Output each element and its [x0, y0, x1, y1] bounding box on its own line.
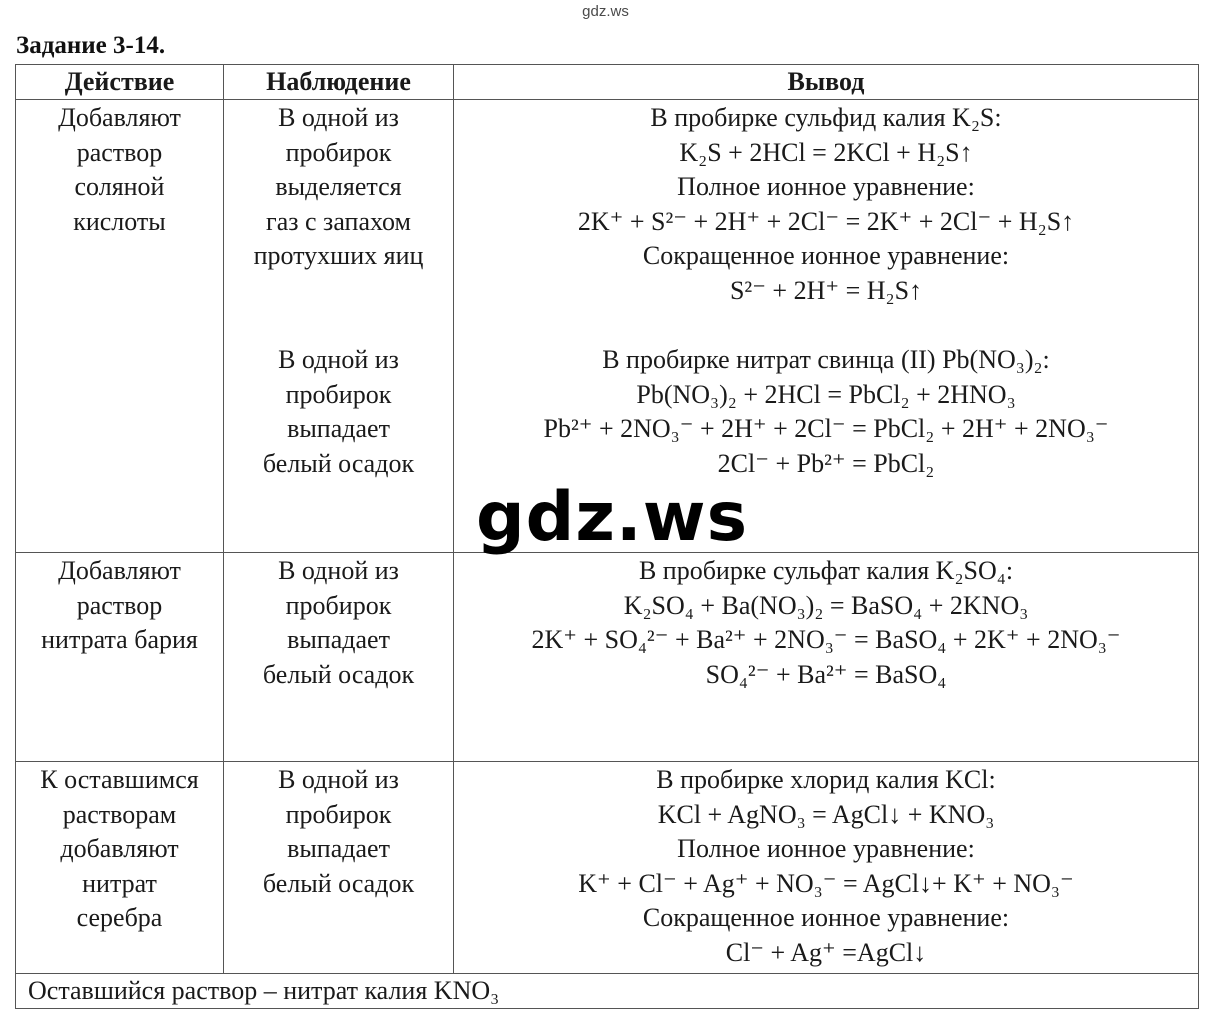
action-line: нитрата бария [41, 625, 198, 655]
observation-line: пробирок [285, 379, 392, 409]
conclusion-intro: В пробирке сульфат калия K₂SO₄: [638, 556, 1014, 585]
observation-line: выпадает [287, 625, 390, 655]
header-conclusion: Вывод [454, 65, 1199, 100]
observation-line: В одной из [278, 765, 399, 794]
action-line: Добавляют [58, 103, 181, 132]
table-header-row [16, 65, 1199, 100]
short-ionic-equation: S²⁻ + 2H⁺ = H₂S↑ [729, 275, 923, 305]
action-line: Добавляют [58, 556, 181, 585]
short-ionic-equation: SO₄²⁻ + Ba²⁺ = BaSO₄ [705, 659, 947, 689]
table-row [16, 553, 1199, 762]
observation-cell [224, 553, 454, 762]
molecular-equation: Pb(NO₃)₂ + 2HCl = PbCl₂ + 2HNO₃ [636, 379, 1016, 409]
header-action: Действие [16, 65, 224, 100]
watermark-logo: gdz.ws [476, 478, 749, 557]
action-cell [16, 553, 224, 762]
molecular-equation: KCl + AgNO₃ = AgCl↓ + KNO₃ [657, 799, 995, 829]
observation-line: белый осадок [262, 868, 415, 898]
observation-cell [224, 762, 454, 974]
observation-line: В одной из [278, 556, 399, 585]
molecular-equation: K₂S + 2HCl = 2KCl + H₂S↑ [679, 137, 973, 167]
observation-line: белый осадок [262, 448, 415, 478]
short-ionic-equation: Cl⁻ + Ag⁺ =AgCl↓ [725, 937, 927, 967]
observation-line: В одной из [278, 103, 399, 132]
action-line: нитрат [82, 868, 157, 898]
full-ionic-label: Полное ионное уравнение: [677, 834, 975, 864]
observation-line: пробирок [285, 590, 392, 620]
observation-cell [224, 100, 454, 553]
conclusion-cell [454, 553, 1199, 762]
action-line: раствор [76, 137, 163, 167]
action-line: добавляют [60, 834, 179, 864]
molecular-equation: K₂SO₄ + Ba(NO₃)₂ = BaSO₄ + 2KNO₃ [623, 590, 1029, 620]
header-observation: Наблюдение [224, 65, 454, 100]
short-ionic-label: Сокращенное ионное уравнение: [642, 903, 1010, 933]
full-ionic-equation: 2K⁺ + S²⁻ + 2H⁺ + 2Cl⁻ = 2K⁺ + 2Cl⁻ + H₂S↑ [577, 206, 1075, 236]
conclusion-intro: В пробирке сульфид калия K₂S: [650, 103, 1002, 132]
final-note-row [16, 974, 1199, 1009]
action-line: кислоты [73, 206, 166, 236]
action-cell [16, 762, 224, 974]
task-title: Задание 3-14. [16, 32, 166, 59]
full-ionic-equation: Pb²⁺ + 2NO₃⁻ + 2H⁺ + 2Cl⁻ = PbCl₂ + 2H⁺ + 2NO₃⁻ [543, 414, 1109, 444]
short-ionic-equation: 2Cl⁻ + Pb²⁺ = PbCl₂ [717, 448, 935, 478]
conclusion-cell [454, 762, 1199, 974]
observation-line: газ с запахом [266, 206, 411, 236]
observation-line: белый осадок [262, 659, 415, 689]
action-line: соляной [74, 172, 165, 202]
observation-line: пробирок [285, 137, 392, 167]
action-line: К оставшимся [40, 765, 199, 794]
observation-line: В одной из [278, 345, 399, 375]
observation-line: пробирок [285, 799, 392, 829]
action-line: раствор [76, 590, 163, 620]
action-cell [16, 100, 224, 553]
full-ionic-equation: 2K⁺ + SO₄²⁻ + Ba²⁺ + 2NO₃⁻ = BaSO₄ + 2K⁺ + 2NO₃⁻ [531, 625, 1121, 655]
short-ionic-label: Сокращенное ионное уравнение: [642, 241, 1010, 271]
conclusion-intro: В пробирке нитрат свинца (II) Pb(NO₃)₂: [602, 345, 1050, 375]
observation-line: протухших яиц [253, 241, 424, 271]
full-ionic-label: Полное ионное уравнение: [677, 172, 975, 202]
observation-line: выпадает [287, 414, 390, 444]
conclusion-intro: В пробирке хлорид калия KCl: [656, 765, 996, 794]
table-row [16, 762, 1199, 974]
action-line: серебра [76, 903, 163, 933]
observation-line: выпадает [287, 834, 390, 864]
action-line: растворам [62, 799, 177, 829]
final-note: Оставшийся раствор – нитрат калия KNO₃ [16, 974, 1199, 1009]
site-watermark: gdz.ws [582, 3, 629, 20]
full-ionic-equation: K⁺ + Cl⁻ + Ag⁺ + NO₃⁻ = AgCl↓+ K⁺ + NO₃⁻ [578, 868, 1074, 898]
observation-line: выделяется [275, 172, 402, 202]
